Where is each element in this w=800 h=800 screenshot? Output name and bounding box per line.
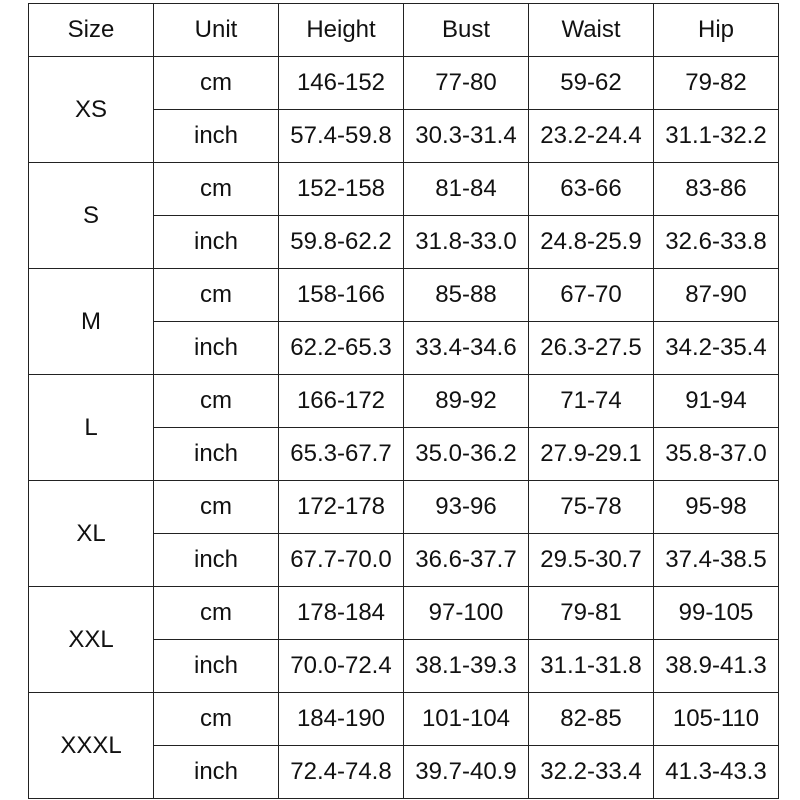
bust-cell: 31.8-33.0 [404, 216, 529, 269]
height-cell: 172-178 [279, 481, 404, 534]
waist-cell: 24.8-25.9 [529, 216, 654, 269]
height-cell: 72.4-74.8 [279, 746, 404, 799]
waist-cell: 67-70 [529, 269, 654, 322]
unit-cell: inch [154, 746, 279, 799]
bust-cell: 97-100 [404, 587, 529, 640]
unit-cell: inch [154, 216, 279, 269]
bust-cell: 81-84 [404, 163, 529, 216]
height-cell: 62.2-65.3 [279, 322, 404, 375]
header-size: Size [29, 4, 154, 57]
bust-cell: 35.0-36.2 [404, 428, 529, 481]
bust-cell: 39.7-40.9 [404, 746, 529, 799]
height-cell: 70.0-72.4 [279, 640, 404, 693]
unit-cell: cm [154, 375, 279, 428]
unit-cell: inch [154, 428, 279, 481]
unit-cell: inch [154, 322, 279, 375]
waist-cell: 26.3-27.5 [529, 322, 654, 375]
table-row [29, 163, 779, 216]
waist-cell: 71-74 [529, 375, 654, 428]
unit-cell: cm [154, 587, 279, 640]
height-cell: 166-172 [279, 375, 404, 428]
size-label: XXL [29, 587, 154, 693]
header-row [29, 4, 779, 57]
bust-cell: 101-104 [404, 693, 529, 746]
size-label: S [29, 163, 154, 269]
unit-cell: inch [154, 110, 279, 163]
table-row [29, 481, 779, 534]
hip-cell: 87-90 [654, 269, 779, 322]
size-chart-body [29, 4, 779, 799]
height-cell: 67.7-70.0 [279, 534, 404, 587]
height-cell: 158-166 [279, 269, 404, 322]
header-hip: Hip [654, 4, 779, 57]
hip-cell: 79-82 [654, 57, 779, 110]
table-row [29, 269, 779, 322]
bust-cell: 85-88 [404, 269, 529, 322]
table-row [29, 375, 779, 428]
height-cell: 178-184 [279, 587, 404, 640]
table-row [29, 693, 779, 746]
waist-cell: 27.9-29.1 [529, 428, 654, 481]
size-label: M [29, 269, 154, 375]
header-bust: Bust [404, 4, 529, 57]
height-cell: 146-152 [279, 57, 404, 110]
unit-cell: cm [154, 693, 279, 746]
hip-cell: 83-86 [654, 163, 779, 216]
waist-cell: 79-81 [529, 587, 654, 640]
bust-cell: 89-92 [404, 375, 529, 428]
bust-cell: 30.3-31.4 [404, 110, 529, 163]
hip-cell: 99-105 [654, 587, 779, 640]
unit-cell: inch [154, 534, 279, 587]
hip-cell: 37.4-38.5 [654, 534, 779, 587]
waist-cell: 31.1-31.8 [529, 640, 654, 693]
table-row [29, 587, 779, 640]
header-unit: Unit [154, 4, 279, 57]
height-cell: 184-190 [279, 693, 404, 746]
hip-cell: 34.2-35.4 [654, 322, 779, 375]
size-label: XL [29, 481, 154, 587]
bust-cell: 93-96 [404, 481, 529, 534]
hip-cell: 38.9-41.3 [654, 640, 779, 693]
hip-cell: 105-110 [654, 693, 779, 746]
header-height: Height [279, 4, 404, 57]
size-label: XXXL [29, 693, 154, 799]
header-waist: Waist [529, 4, 654, 57]
bust-cell: 33.4-34.6 [404, 322, 529, 375]
waist-cell: 75-78 [529, 481, 654, 534]
waist-cell: 29.5-30.7 [529, 534, 654, 587]
unit-cell: cm [154, 481, 279, 534]
waist-cell: 63-66 [529, 163, 654, 216]
waist-cell: 59-62 [529, 57, 654, 110]
hip-cell: 32.6-33.8 [654, 216, 779, 269]
height-cell: 65.3-67.7 [279, 428, 404, 481]
bust-cell: 36.6-37.7 [404, 534, 529, 587]
height-cell: 59.8-62.2 [279, 216, 404, 269]
height-cell: 152-158 [279, 163, 404, 216]
size-label: XS [29, 57, 154, 163]
hip-cell: 31.1-32.2 [654, 110, 779, 163]
height-cell: 57.4-59.8 [279, 110, 404, 163]
unit-cell: cm [154, 269, 279, 322]
hip-cell: 35.8-37.0 [654, 428, 779, 481]
size-label: L [29, 375, 154, 481]
unit-cell: cm [154, 57, 279, 110]
unit-cell: cm [154, 163, 279, 216]
hip-cell: 95-98 [654, 481, 779, 534]
unit-cell: inch [154, 640, 279, 693]
waist-cell: 32.2-33.4 [529, 746, 654, 799]
hip-cell: 91-94 [654, 375, 779, 428]
size-chart-table [28, 3, 779, 799]
hip-cell: 41.3-43.3 [654, 746, 779, 799]
table-row [29, 57, 779, 110]
bust-cell: 38.1-39.3 [404, 640, 529, 693]
waist-cell: 82-85 [529, 693, 654, 746]
waist-cell: 23.2-24.4 [529, 110, 654, 163]
bust-cell: 77-80 [404, 57, 529, 110]
